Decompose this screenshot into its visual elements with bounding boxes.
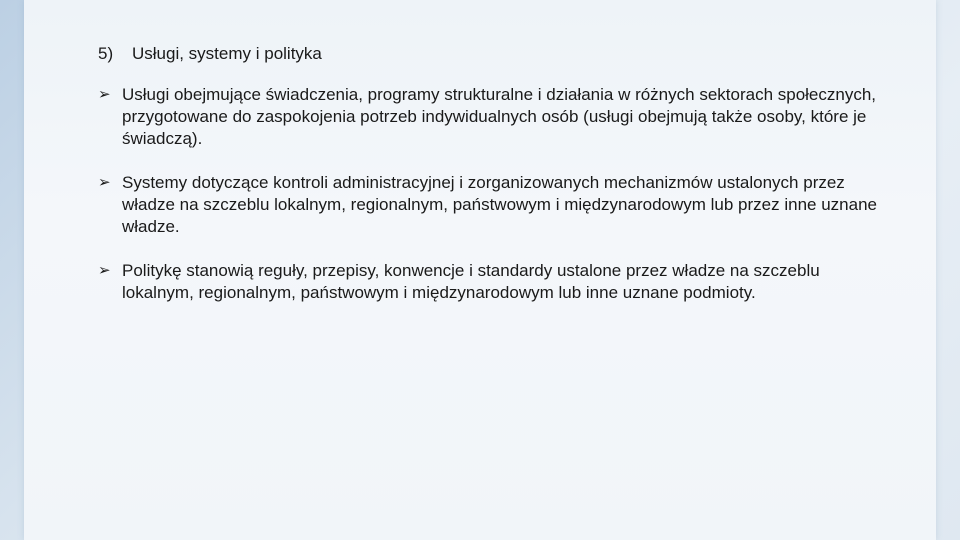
heading-text: Usługi, systemy i polityka [132,44,322,63]
bullet-list [98,84,888,326]
arrow-bullet-icon: ➢ [98,86,111,103]
arrow-bullet-icon: ➢ [98,174,111,191]
slide-heading [98,44,322,64]
bullet-text: Politykę stanowią reguły, przepisy, konwencje i standardy ustalone przez władze na szczeblu lokalnym, regionalnym, państwowym i międzynarodowym lub inne uznane podmioty. [122,261,820,302]
bullet-text: Systemy dotyczące kontroli administracyjnej i zorganizowanych mechanizmów ustalonych przez władze na szczeblu lokalnym, regionalnym, państwowym i międzynarodowym lub przez inne uznane władze. [122,173,877,236]
bullet-item [98,84,888,150]
heading-number: 5) [98,44,114,63]
bullet-item [98,172,888,238]
bullet-item [98,260,888,304]
arrow-bullet-icon: ➢ [98,262,111,279]
bullet-text: Usługi obejmujące świadczenia, programy strukturalne i działania w różnych sektorach społecznych, przygotowane do zaspokojenia potrzeb indywidualnych osób (usługi obejmują także osoby, które je świadczą). [122,85,877,148]
